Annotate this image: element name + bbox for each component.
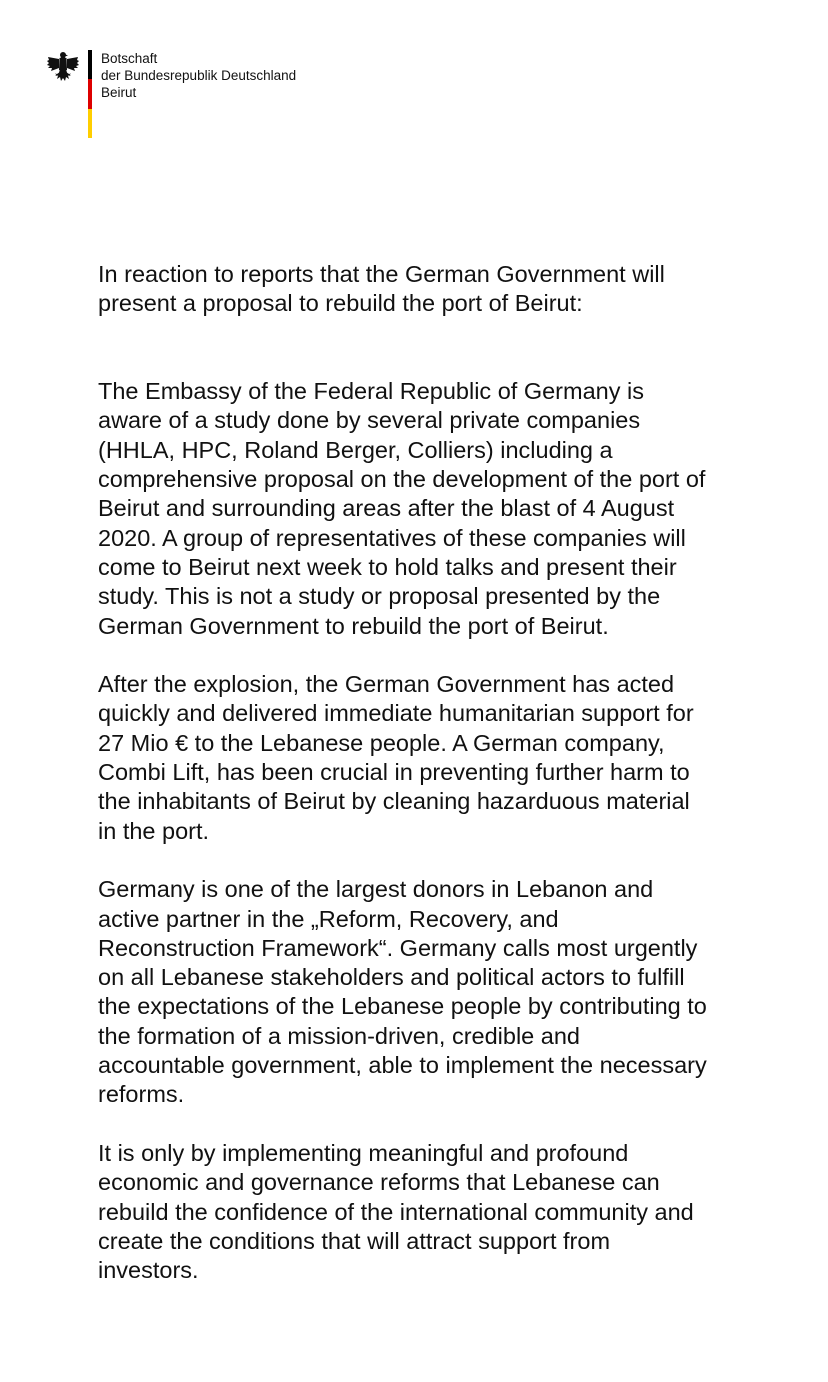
press-statement <box>98 260 768 1315</box>
embassy-name <box>101 50 296 101</box>
statement-paragraph-3: Germany is one of the largest donors in Lebanon and active partner in the „Reform, Recovery, and Reconstruction Framework“. Germany calls most urgently on all Lebanese stakeholders and political actors to fulfill the expectations of the Lebanese people by contributing to the formation of a mission-driven, credible and accountable government, able to implement the necessary reforms. <box>98 876 707 1108</box>
flag-stripe-black <box>88 50 92 79</box>
statement-intro: In reaction to reports that the German Government will present a proposal to rebuild the port of Beirut: <box>98 261 665 317</box>
statement-paragraph-2: After the explosion, the German Government has acted quickly and delivered immediate humanitarian support for 27 Mio € to the Lebanese people. A German company, Combi Lift, has been crucial in preventing further harm to the inhabitants of Beirut by cleaning hazarduous material in the port. <box>98 671 694 844</box>
statement-paragraph-4: It is only by implementing meaningful and profound economic and governance reforms that Lebanese can rebuild the confidence of the international community and create the conditions that will attract support from investors. <box>98 1139 694 1284</box>
statement-paragraph-1: The Embassy of the Federal Republic of Germany is aware of a study done by several private companies (HHLA, HPC, Roland Berger, Colliers) including a comprehensive proposal on the development of the port of Beirut and surrounding areas after the blast of 4 August 2020. A group of representatives of these companies will come to Beirut next week to hold talks and present their study. This is not a study or proposal presented by the German Government to rebuild the port of Beirut. <box>98 378 706 639</box>
embassy-name-line-1: Botschaft <box>101 51 158 66</box>
flag-stripe-gold <box>88 109 92 138</box>
embassy-name-line-2: der Bundesrepublik Deutschland <box>101 68 297 83</box>
embassy-name-line-3: Beirut <box>101 85 137 100</box>
federal-eagle-icon <box>46 50 80 88</box>
german-flag-bar <box>88 50 92 138</box>
flag-stripe-red <box>88 79 92 108</box>
